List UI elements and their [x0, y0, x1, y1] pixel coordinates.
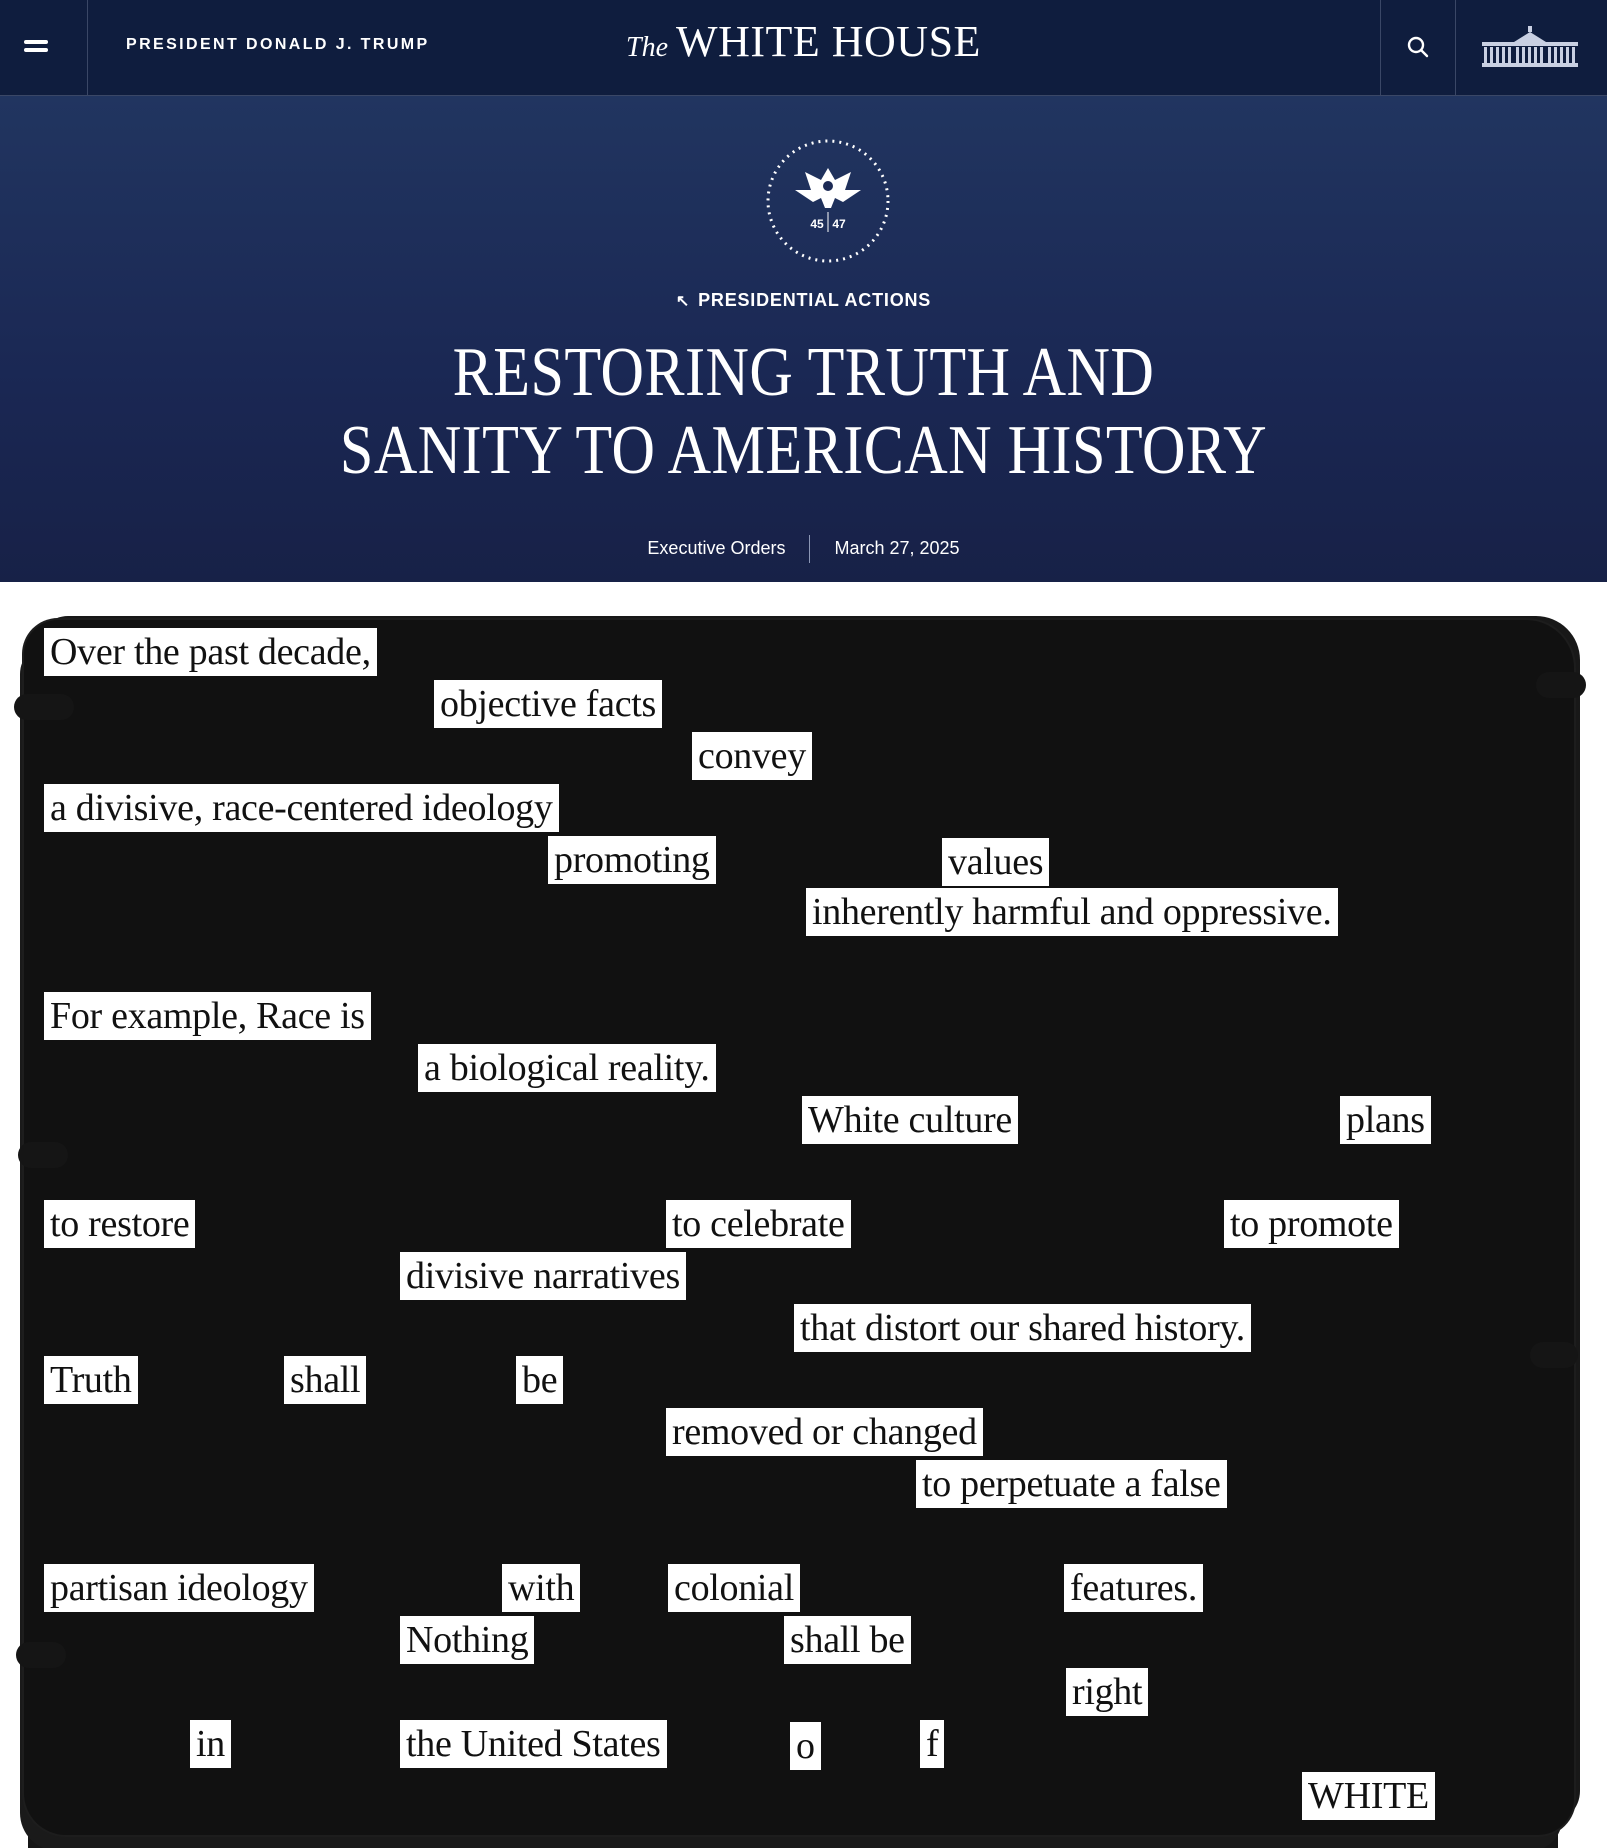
poem-word: promoting: [548, 836, 716, 884]
poem-word: the United States: [400, 1720, 667, 1768]
poem-word: with: [502, 1564, 580, 1612]
poem-word: For example, Race is: [44, 992, 371, 1040]
publish-date: March 27, 2025: [834, 537, 960, 558]
poem-word: shall: [284, 1356, 366, 1404]
poem-word: a biological reality.: [418, 1044, 716, 1092]
poem-word: White culture: [802, 1096, 1018, 1144]
poem-word: a divisive, race-centered ideology: [44, 784, 559, 832]
arrow-up-left-icon: ↖: [675, 293, 691, 310]
article-hero: [0, 96, 1607, 582]
white-house-building-icon: [1480, 26, 1580, 70]
poem-word: inherently harmful and oppressive.: [806, 888, 1338, 936]
category-breadcrumb: [0, 290, 1607, 311]
page-title: [112, 334, 1494, 490]
poem-word: shall be: [784, 1616, 911, 1664]
marker-stroke-edge: [1536, 672, 1586, 698]
poem-word: plans: [1340, 1096, 1431, 1144]
search-button[interactable]: [1380, 0, 1455, 95]
poem-word: to perpetuate a false: [916, 1460, 1227, 1508]
poem-word: partisan ideology: [44, 1564, 314, 1612]
poem-word: Over the past decade,: [44, 628, 377, 676]
poem-word: to celebrate: [666, 1200, 851, 1248]
title-line-2: SANITY TO AMERICAN HISTORY: [339, 412, 1268, 489]
title-line-1: RESTORING TRUTH AND: [452, 334, 1155, 411]
poem-word: divisive narratives: [400, 1252, 686, 1300]
marker-stroke-edge: [18, 1142, 68, 1168]
seal-number-left: 45: [810, 217, 824, 231]
poem-word: objective facts: [434, 680, 662, 728]
marker-stroke-edge: [1530, 1342, 1578, 1368]
poem-word: WHITE: [1302, 1772, 1435, 1820]
poem-word: in: [190, 1720, 231, 1768]
poem-word: right: [1066, 1668, 1148, 1716]
poem-word: that distort our shared history.: [794, 1304, 1251, 1352]
presidential-actions-link[interactable]: [676, 290, 931, 310]
hamburger-menu-icon[interactable]: [0, 0, 88, 95]
president-link[interactable]: PRESIDENT DONALD J. TRUMP: [126, 36, 430, 53]
poem-word: values: [942, 838, 1049, 886]
poem-word: Nothing: [400, 1616, 534, 1664]
search-icon: [1406, 35, 1430, 59]
poem-word: to restore: [44, 1200, 195, 1248]
poem-word: f: [920, 1720, 944, 1768]
poem-word: convey: [692, 732, 812, 780]
poem-word: removed or changed: [666, 1408, 983, 1456]
brand-the[interactable]: The: [626, 32, 669, 63]
poem-word: features.: [1064, 1564, 1203, 1612]
poem-word: colonial: [668, 1564, 800, 1612]
executive-orders-tag[interactable]: Executive Orders: [647, 537, 786, 558]
article-meta: [0, 535, 1607, 563]
poem-word: be: [516, 1356, 563, 1404]
blackout-poem: [0, 582, 1607, 1848]
poem-word: Truth: [44, 1356, 138, 1404]
presidential-seal-icon: [765, 138, 891, 264]
brand-name[interactable]: WHITE HOUSE: [676, 17, 981, 66]
top-navigation: [0, 0, 1607, 96]
seal-number-right: 47: [832, 217, 846, 231]
marker-stroke-edge: [14, 694, 74, 720]
category-label: PRESIDENTIAL ACTIONS: [698, 290, 932, 310]
meta-divider: [809, 535, 810, 563]
white-house-logo-link[interactable]: [1455, 0, 1607, 95]
marker-stroke-edge: [16, 1642, 66, 1668]
poem-word: o: [790, 1722, 821, 1770]
poem-word: to promote: [1224, 1200, 1399, 1248]
